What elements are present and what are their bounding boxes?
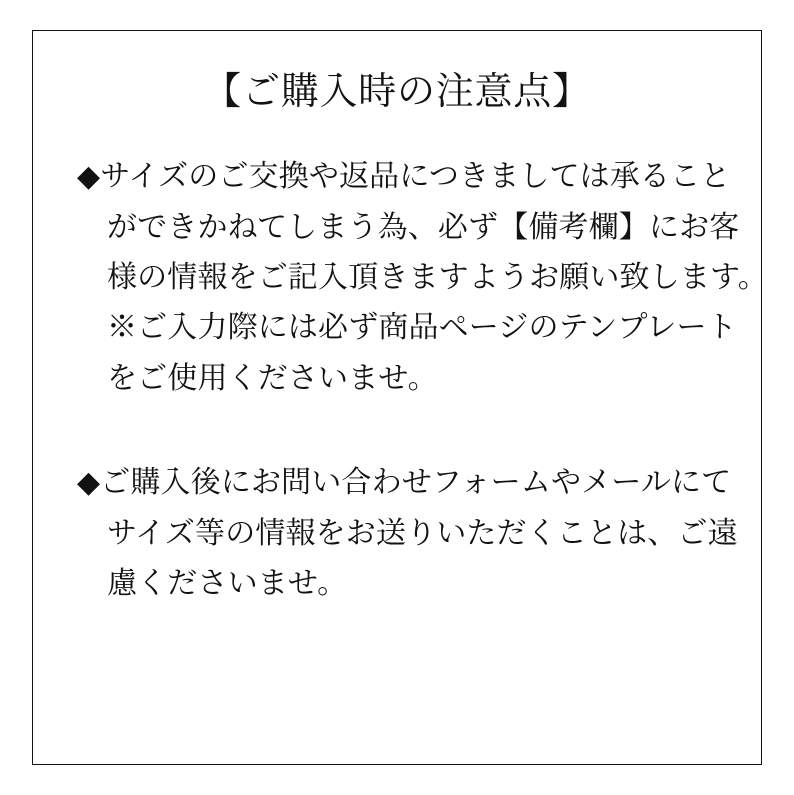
paragraph-2-line-3: 慮くださいませ。: [107, 567, 348, 601]
page-title: 【ご購入時の注意点】: [203, 71, 591, 113]
paragraph-2-line-2: サイズ等の情報をお送りいただくことは、ご遠: [107, 516, 738, 550]
notice-paragraph-1: [77, 152, 768, 404]
paragraph-1-line-3: 様の情報をご記入頂きますようお願い致します。: [107, 261, 768, 295]
notice-paragraph-2: [77, 458, 738, 609]
paragraph-2-line-1: ◆ご購入後にお問い合わせフォームやメールにて: [77, 466, 732, 500]
paragraph-1-line-5: をご使用くださいませ。: [107, 361, 438, 395]
notice-frame: [32, 30, 768, 765]
paragraph-1-line-4: ※ご入力際には必ず商品ページのテンプレート: [107, 311, 737, 345]
paragraph-1-line-2: ができかねてしまう為、必ず【備考欄】にお客: [107, 210, 740, 244]
notice-content: [33, 31, 768, 764]
paragraph-1-line-1: ◆サイズのご交換や返品につきましては承ること: [77, 160, 731, 194]
